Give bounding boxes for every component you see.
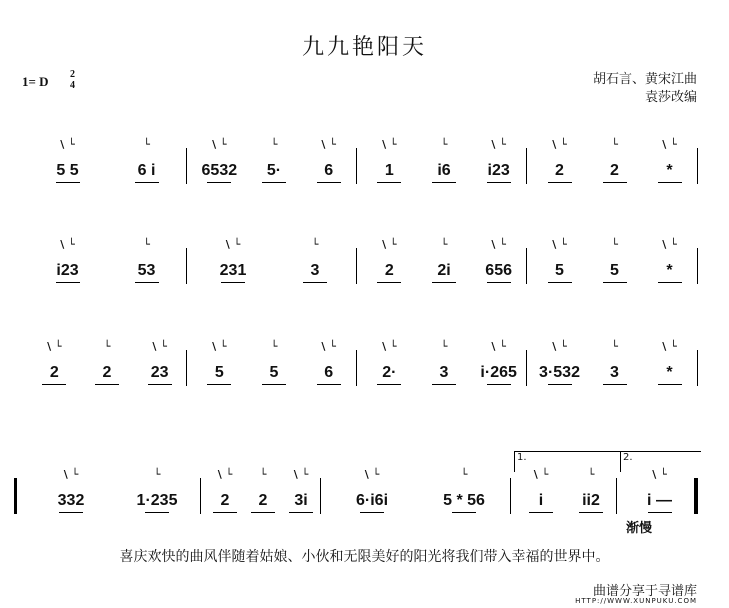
beam-line xyxy=(148,384,172,385)
beam-line xyxy=(56,282,80,283)
beam-line xyxy=(262,182,286,183)
bowing-mark: \ └ xyxy=(552,138,567,151)
volta-first xyxy=(514,451,621,472)
bowing-mark: \ └ xyxy=(382,340,397,353)
beam-line xyxy=(145,512,169,513)
beam-line xyxy=(135,182,159,183)
time-signature xyxy=(70,69,75,91)
beam-line xyxy=(432,182,456,183)
barline xyxy=(356,248,357,284)
arranger-credit: 袁莎改编 xyxy=(644,90,697,105)
volta-second xyxy=(620,451,701,472)
barline xyxy=(186,248,187,284)
beam-line xyxy=(548,182,572,183)
bowing-mark: └ xyxy=(440,238,448,251)
note-group: 2 xyxy=(258,492,268,509)
beam-line xyxy=(289,512,313,513)
volta-first-label: 1. xyxy=(517,452,527,463)
note-group: 53 xyxy=(137,262,156,279)
beam-line xyxy=(548,384,572,385)
beam-line xyxy=(658,282,682,283)
bowing-mark: └ xyxy=(143,138,150,151)
beam-line xyxy=(529,512,553,513)
watermark-text: 曲谱分享于寻谱库 xyxy=(592,584,697,599)
beam-line xyxy=(548,282,572,283)
bowing-mark: └ xyxy=(103,340,111,353)
bowing-mark: └ xyxy=(153,468,161,481)
bowing-mark: └ xyxy=(259,468,267,481)
bowing-mark: \ └ xyxy=(217,468,233,481)
beam-line xyxy=(579,512,603,513)
note-group: 3·532 xyxy=(539,364,580,381)
bowing-mark: \ └ xyxy=(491,138,506,151)
note-group: i23 xyxy=(487,162,510,179)
note-group: 6 xyxy=(324,364,334,381)
barline xyxy=(697,248,698,284)
note-group: 1 xyxy=(384,162,394,179)
note-group: 3i xyxy=(294,492,308,509)
bowing-mark: └ xyxy=(611,238,618,251)
beam-line xyxy=(317,182,341,183)
bowing-mark: \ └ xyxy=(63,468,79,481)
barline xyxy=(697,478,698,514)
barline xyxy=(616,478,617,514)
bowing-mark: \ └ xyxy=(212,340,227,353)
beam-line xyxy=(377,282,401,283)
beam-line xyxy=(95,384,119,385)
bowing-mark: \ └ xyxy=(225,238,241,251)
note-group: 5 xyxy=(214,364,224,381)
note-group: 2i xyxy=(437,262,451,279)
bowing-mark: \ └ xyxy=(552,340,567,353)
note-group: 6·i6i xyxy=(355,492,389,509)
beam-line xyxy=(56,182,80,183)
note-group: i23 xyxy=(56,262,79,279)
beam-line xyxy=(648,512,672,513)
bowing-mark: \ └ xyxy=(321,138,336,151)
repeat-start-barline xyxy=(14,478,17,514)
barline xyxy=(186,350,187,386)
beam-line xyxy=(135,282,159,283)
beam-line xyxy=(487,182,511,183)
bowing-mark: └ xyxy=(611,340,618,353)
note-group: 5 xyxy=(555,262,564,279)
bowing-mark: \ └ xyxy=(293,468,309,481)
note-group: 2 xyxy=(102,364,112,381)
note-group: 3 xyxy=(610,364,619,381)
final-barline xyxy=(694,478,697,514)
note-group: 3 xyxy=(310,262,320,279)
bowing-mark: \ └ xyxy=(47,340,62,353)
beam-line xyxy=(452,512,476,513)
note-group: i xyxy=(538,492,544,509)
barline xyxy=(526,350,527,386)
note-group: 6 xyxy=(324,162,334,179)
note-group: 2 xyxy=(555,162,564,179)
key-signature: 1= D xyxy=(22,74,49,89)
note-group: 5· xyxy=(266,162,282,179)
note-group: ii2 xyxy=(582,492,600,509)
barline xyxy=(320,478,321,514)
note-group: 5 * 56 xyxy=(443,492,485,509)
beam-line xyxy=(59,512,83,513)
bowing-mark: └ xyxy=(311,238,319,251)
bowing-mark: \ └ xyxy=(152,340,167,353)
beam-line xyxy=(658,182,682,183)
bowing-mark: \ └ xyxy=(662,238,677,251)
note-group: 5 xyxy=(269,364,279,381)
barline xyxy=(356,350,357,386)
bowing-mark: └ xyxy=(440,138,448,151)
note-group: 2 xyxy=(610,162,619,179)
beam-line xyxy=(658,384,682,385)
note-group: i·265 xyxy=(480,364,517,381)
note-group: 23 xyxy=(150,364,169,381)
note-group: i6 xyxy=(437,162,451,179)
beam-line xyxy=(221,282,245,283)
note-group: 6532 xyxy=(201,162,238,179)
beam-line xyxy=(377,384,401,385)
bowing-mark: \ └ xyxy=(662,340,677,353)
watermark-url: HTTP://WWW.XUNPUKU.COM xyxy=(575,597,697,605)
bowing-mark: └ xyxy=(611,138,618,151)
bowing-mark: \ └ xyxy=(321,340,336,353)
bowing-mark: \ └ xyxy=(382,138,397,151)
note-group: 656 xyxy=(485,262,513,279)
beam-line xyxy=(317,384,341,385)
beam-line xyxy=(377,182,401,183)
note-group: 6 i xyxy=(137,162,156,179)
beam-line xyxy=(487,282,511,283)
note-group: 2 xyxy=(220,492,230,509)
barline xyxy=(526,248,527,284)
note-group: * xyxy=(666,262,673,279)
beam-line xyxy=(603,384,627,385)
bowing-mark: \ └ xyxy=(533,468,549,481)
bowing-mark: \ └ xyxy=(652,468,667,481)
beam-line xyxy=(251,512,275,513)
bowing-mark: └ xyxy=(270,340,278,353)
beam-line xyxy=(432,282,456,283)
bowing-mark: \ └ xyxy=(491,238,506,251)
caption: 喜庆欢快的曲风伴随着姑娘、小伙和无限美好的阳光将我们带入幸福的世界中。 xyxy=(119,549,610,565)
note-group: * xyxy=(666,162,673,179)
bowing-mark: └ xyxy=(440,340,448,353)
volta-second-label: 2. xyxy=(623,452,633,463)
note-group: 2 xyxy=(384,262,394,279)
meter-top: 2 xyxy=(70,69,75,80)
composer-credit: 胡石言、黄宋江曲 xyxy=(592,72,697,87)
meter-bottom: 4 xyxy=(70,80,75,91)
bowing-mark: └ xyxy=(143,238,150,251)
barline xyxy=(186,148,187,184)
note-group: 1·235 xyxy=(136,492,178,509)
beam-line xyxy=(42,384,66,385)
beam-line xyxy=(603,182,627,183)
note-group: 231 xyxy=(219,262,247,279)
bowing-mark: \ └ xyxy=(491,340,506,353)
bowing-mark: \ └ xyxy=(60,238,75,251)
bowing-mark: └ xyxy=(587,468,595,481)
bowing-mark: \ └ xyxy=(60,138,75,151)
barline xyxy=(697,350,698,386)
beam-line xyxy=(603,282,627,283)
tempo-mark: 渐慢 xyxy=(626,521,653,536)
bowing-mark: \ └ xyxy=(364,468,380,481)
note-group: 5 xyxy=(610,262,619,279)
barline xyxy=(697,148,698,184)
barline xyxy=(526,148,527,184)
bowing-mark: └ xyxy=(270,138,278,151)
note-group: i — xyxy=(647,492,672,509)
note-group: 3 xyxy=(439,364,449,381)
bowing-mark: \ └ xyxy=(382,238,397,251)
barline xyxy=(356,148,357,184)
bowing-mark: \ └ xyxy=(552,238,567,251)
barline xyxy=(200,478,201,514)
note-group: 5 5 xyxy=(56,162,79,179)
bowing-mark: └ xyxy=(460,468,468,481)
beam-line xyxy=(207,384,231,385)
beam-line xyxy=(213,512,237,513)
beam-line xyxy=(432,384,456,385)
note-group: 2· xyxy=(382,364,397,381)
bowing-mark: \ └ xyxy=(662,138,677,151)
beam-line xyxy=(487,384,511,385)
beam-line xyxy=(360,512,384,513)
beam-line xyxy=(262,384,286,385)
note-group: 2 xyxy=(49,364,59,381)
beam-line xyxy=(303,282,327,283)
barline xyxy=(510,478,511,514)
note-group: 332 xyxy=(57,492,85,509)
beam-line xyxy=(207,182,231,183)
note-group: * xyxy=(666,364,673,381)
page-title: 九九艳阳天 xyxy=(301,35,427,60)
bowing-mark: \ └ xyxy=(212,138,227,151)
